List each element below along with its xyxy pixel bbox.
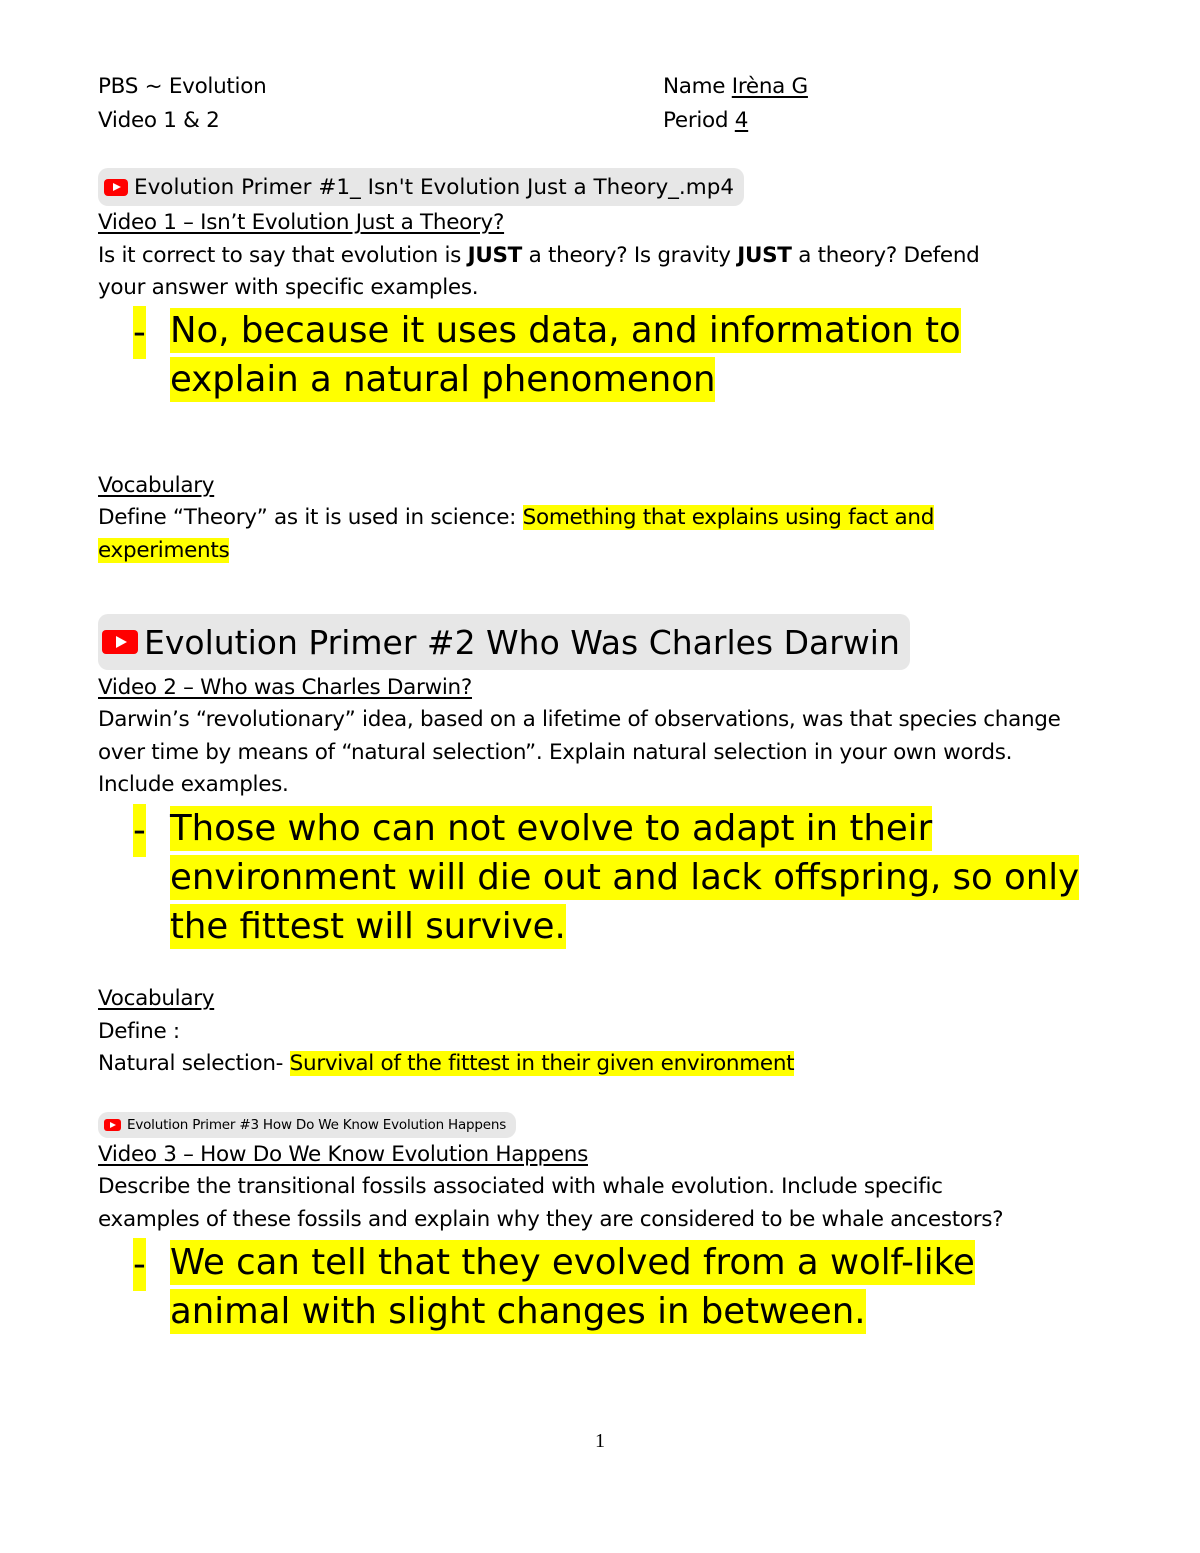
video-1-question-line-2: your answer with specific examples. (98, 275, 479, 300)
video-3-question-line-2: examples of these fossils and explain why they are considered to be whale ancestors? (98, 1207, 1004, 1232)
video-2-answer-text: Those who can not evolve to adapt in their environment will die out and lack offspring, so only the fittest will survive. (170, 808, 1080, 947)
video-1-answer (133, 306, 1063, 404)
youtube-icon (104, 179, 128, 196)
video-2-heading: Video 2 – Who was Charles Darwin? (98, 675, 472, 700)
theory-definition-line (98, 502, 934, 534)
course-title: PBS ~ Evolution (98, 74, 267, 99)
vocabulary-heading-1: Vocabulary (98, 473, 215, 498)
answer-dash: - (133, 306, 146, 359)
name-label: Name (663, 74, 726, 99)
page-number: 1 (595, 1430, 605, 1452)
video-1-heading: Video 1 – Isn’t Evolution Just a Theory? (98, 210, 505, 235)
video-3-link-title: Evolution Primer #3 How Do We Know Evolution Happens (127, 1117, 507, 1133)
video-2-question-line-2: over time by means of “natural selection”. Explain natural selection in your own words. (98, 740, 1013, 765)
vocabulary-define-label: Define : (98, 1019, 180, 1044)
answer-dash: - (133, 804, 146, 857)
youtube-icon (102, 630, 138, 654)
video-3-answer (133, 1238, 1078, 1336)
class-period (663, 105, 748, 137)
theory-definition-line-2: experiments (98, 538, 230, 563)
video-1-link-title: Evolution Primer #1_ Isn't Evolution Just a Theory_.mp4 (134, 174, 735, 200)
natural-selection-definition (98, 1048, 794, 1080)
video-1-link-chip[interactable] (98, 168, 744, 206)
youtube-icon (104, 1119, 121, 1131)
video-3-answer-text: We can tell that they evolved from a wolf-like animal with slight changes in between. (170, 1242, 975, 1332)
video-1-question-line-1: Is it correct to say that evolution is JUST a theory? Is gravity JUST a theory? Defend (98, 243, 980, 268)
video-3-link-chip[interactable] (98, 1112, 516, 1138)
answer-dash: - (133, 1238, 146, 1291)
name-value: Irèna G (731, 74, 808, 99)
video-2-link-chip[interactable] (98, 614, 910, 670)
theory-definition-prompt: Define “Theory” as it is used in science: (98, 505, 523, 530)
natural-selection-answer: Survival of the fittest in their given environment (289, 1051, 795, 1076)
theory-definition-answer: Something that explains using fact and (522, 505, 935, 530)
video-1-answer-text: No, because it uses data, and information to explain a natural phenomenon (170, 310, 961, 400)
video-2-link-title: Evolution Primer #2 Who Was Charles Darwin (144, 622, 900, 662)
student-name (663, 71, 808, 103)
period-label: Period (663, 108, 729, 133)
video-2-question-line-1: Darwin’s “revolutionary” idea, based on a lifetime of observations, was that species change (98, 707, 1061, 732)
period-value: 4 (734, 108, 749, 133)
video-2-question-line-3: Include examples. (98, 772, 289, 797)
natural-selection-term: Natural selection- (98, 1051, 290, 1076)
vocabulary-heading-2: Vocabulary (98, 986, 215, 1011)
video-3-question-line-1: Describe the transitional fossils associated with whale evolution. Include specific (98, 1174, 943, 1199)
video-3-heading: Video 3 – How Do We Know Evolution Happens (98, 1142, 588, 1167)
video-2-answer (133, 804, 1093, 951)
video-range: Video 1 & 2 (98, 108, 220, 133)
